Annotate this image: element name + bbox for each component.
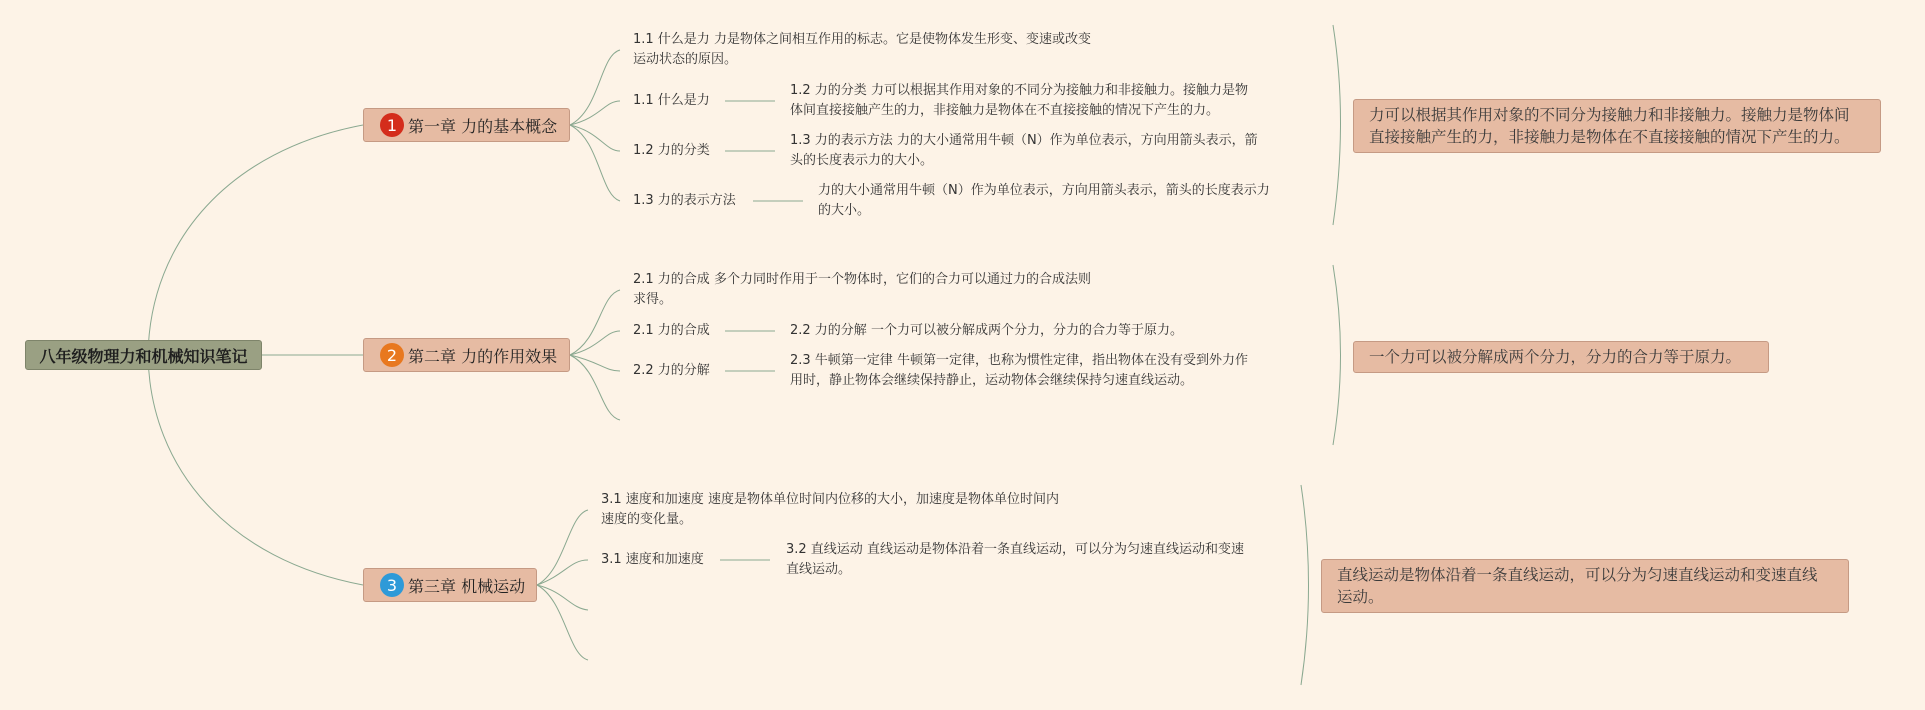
- link-root-ch3: [148, 355, 363, 585]
- ch1-item-c-detail[interactable]: [790, 131, 1258, 171]
- ch1-item-c-detail-line2: 头的长度表示力的大小。: [790, 153, 934, 168]
- ch2-summary[interactable]: [1353, 341, 1769, 373]
- ch3-item-b-detail-line1: 3.2 直线运动 直线运动是物体沿着一条直线运动，可以分为匀速直线运动和变速: [786, 542, 1244, 557]
- ch1-item-b-detail-line2: 体间直接接触产生的力，非接触力是物体在不直接接触的情况下产生的力。: [790, 103, 1220, 118]
- ch2-item-b[interactable]: 2.1 力的合成: [633, 323, 710, 338]
- ch1-item-d-detail-line2: 的大小。: [818, 203, 871, 218]
- chapter-3-node[interactable]: [363, 568, 537, 602]
- ch2-item-b-detail-line1: 2.2 力的分解 一个力可以被分解成两个分力，分力的合力等于原力。: [790, 323, 1183, 338]
- ch2-summary-line1: 一个力可以被分解成两个分力，分力的合力等于原力。: [1369, 348, 1742, 366]
- ch3-item-a[interactable]: [601, 490, 1059, 530]
- chapter-3-title: 第三章 机械运动: [408, 576, 526, 596]
- ch1-item-b-detail[interactable]: [790, 81, 1248, 121]
- ch1-item-c[interactable]: 1.2 力的分类: [633, 143, 710, 158]
- link-ch2-b: [570, 331, 620, 355]
- root-node[interactable]: [25, 340, 262, 370]
- ch3-item-b-detail[interactable]: [786, 540, 1244, 580]
- link-ch3-c: [537, 585, 588, 610]
- ch1-item-a-line1: 1.1 什么是力 力是物体之间相互作用的标志。它是使物体发生形变、变速或改变: [633, 32, 1091, 47]
- ch1-item-d[interactable]: 1.3 力的表示方法: [633, 193, 736, 208]
- ch2-item-a-line1: 2.1 力的合成 多个力同时作用于一个物体时，它们的合力可以通过力的合成法则: [633, 272, 1091, 287]
- ch2-item-a[interactable]: [633, 270, 1091, 310]
- ch2-item-b-detail[interactable]: [790, 321, 1183, 341]
- ch1-item-d-detail[interactable]: [818, 181, 1270, 221]
- ch1-item-a-line2: 运动状态的原因。: [633, 52, 738, 67]
- ch1-item-c-detail-line1: 1.3 力的表示方法 力的大小通常用牛顿（N）作为单位表示，方向用箭头表示，箭: [790, 133, 1258, 148]
- ch3-item-a-line1: 3.1 速度和加速度 速度是物体单位时间内位移的大小，加速度是物体单位时间内: [601, 492, 1059, 507]
- summary-brace-ch3: [1301, 485, 1309, 685]
- chapter-2-node[interactable]: [363, 338, 570, 372]
- ch3-summary-line2: 运动。: [1337, 588, 1384, 606]
- ch3-item-b-detail-line2: 直线运动。: [786, 562, 852, 577]
- link-ch2-d: [570, 355, 620, 420]
- ch2-item-c-detail-line2: 用时，静止物体会继续保持静止，运动物体会继续保持匀速直线运动。: [790, 373, 1194, 388]
- chapter-2-title: 第二章 力的作用效果: [408, 346, 558, 366]
- ch3-item-a-line2: 速度的变化量。: [601, 512, 693, 527]
- ch1-summary[interactable]: [1353, 99, 1881, 153]
- chapter-1-node[interactable]: [363, 108, 570, 142]
- ch3-summary-line1: 直线运动是物体沿着一条直线运动，可以分为匀速直线运动和变速直线: [1337, 566, 1818, 584]
- link-ch3-a: [537, 510, 588, 585]
- chapter-1-title: 第一章 力的基本概念: [408, 116, 558, 136]
- ch3-item-b[interactable]: 3.1 速度和加速度: [601, 552, 704, 567]
- ch2-item-c-detail[interactable]: [790, 351, 1248, 391]
- chapter-1-number-badge: 1: [380, 113, 404, 137]
- chapter-3-number-badge: 3: [380, 573, 404, 597]
- link-ch2-c: [570, 355, 620, 371]
- link-ch3-b: [537, 560, 588, 585]
- ch1-summary-line1: 力可以根据其作用对象的不同分为接触力和非接触力。接触力是物体间: [1369, 106, 1850, 124]
- ch2-item-a-line2: 求得。: [633, 292, 673, 307]
- ch2-item-c-detail-line1: 2.3 牛顿第一定律 牛顿第一定律，也称为惯性定律，指出物体在没有受到外力作: [790, 353, 1248, 368]
- ch1-item-d-detail-line1: 力的大小通常用牛顿（N）作为单位表示，方向用箭头表示，箭头的长度表示力: [818, 183, 1270, 198]
- summary-brace-ch2: [1333, 265, 1341, 445]
- link-ch1-b: [570, 101, 620, 125]
- chapter-2-number-badge: 2: [380, 343, 404, 367]
- ch2-item-c[interactable]: 2.2 力的分解: [633, 363, 710, 378]
- ch3-summary[interactable]: [1321, 559, 1849, 613]
- ch1-summary-line2: 直接接触产生的力，非接触力是物体在不直接接触的情况下产生的力。: [1369, 128, 1850, 146]
- ch1-item-b[interactable]: 1.1 什么是力: [633, 93, 710, 108]
- link-ch2-a: [570, 290, 620, 355]
- root-label: 八年级物理力和机械知识笔记: [39, 346, 248, 366]
- link-ch1-c: [570, 125, 620, 151]
- summary-brace-ch1: [1333, 25, 1341, 225]
- ch1-item-b-detail-line1: 1.2 力的分类 力可以根据其作用对象的不同分为接触力和非接触力。接触力是物: [790, 83, 1248, 98]
- link-root-ch1: [148, 125, 363, 355]
- ch1-item-a[interactable]: [633, 30, 1091, 70]
